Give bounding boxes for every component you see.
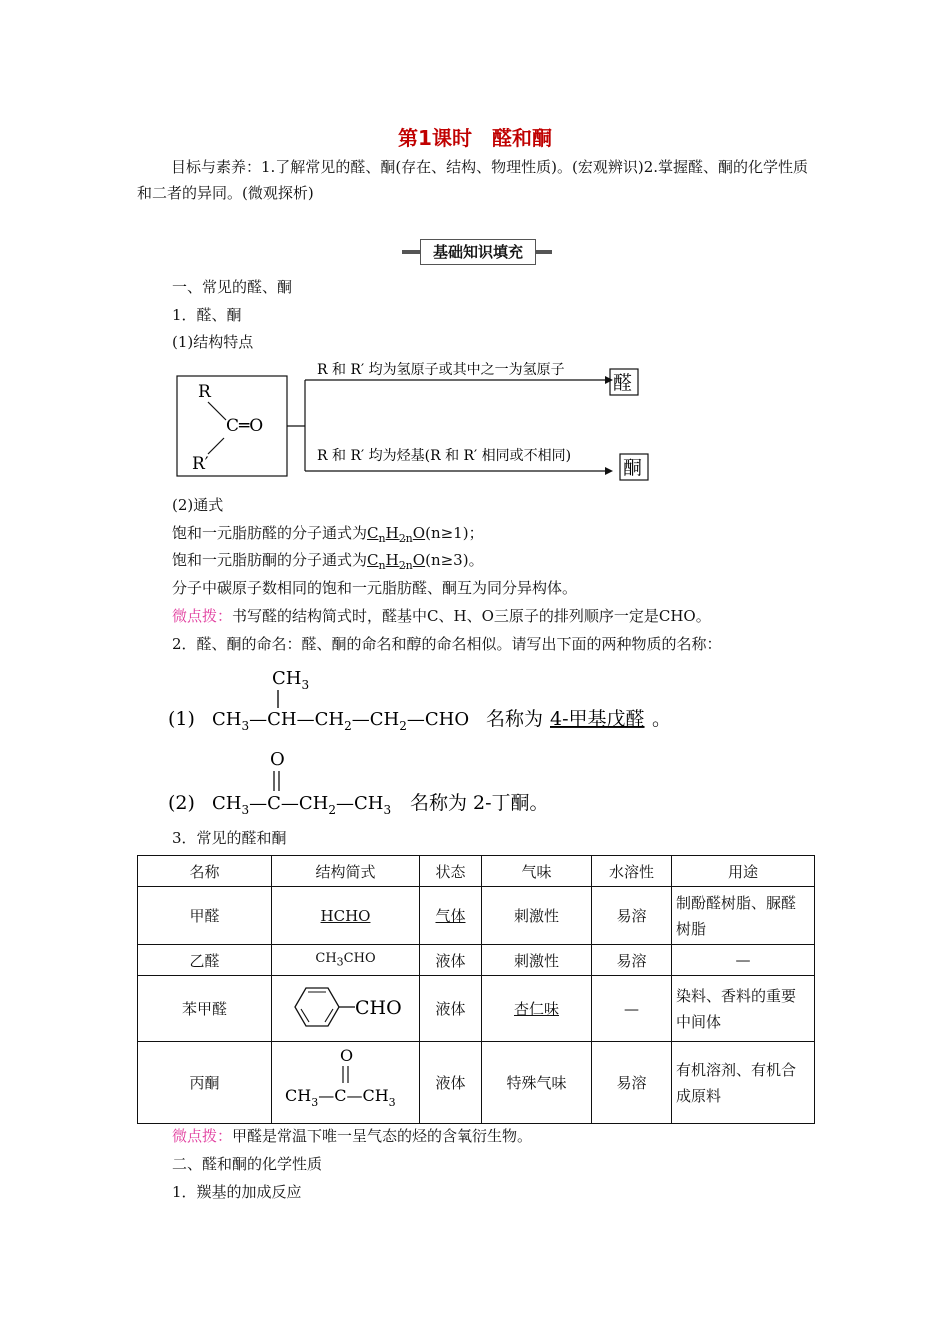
section-2-sub-1: 1．羰基的加成反应 xyxy=(172,1183,302,1201)
cell-name: 丙酮 xyxy=(138,1042,272,1124)
benzaldehyde-structure xyxy=(281,979,411,1035)
cell-formula: $CH_3CHO$ xyxy=(272,945,420,976)
structure-heading: (1)结构特点 xyxy=(172,333,254,351)
cell-solubility: 易溶 xyxy=(592,945,672,976)
formula-aldehyde-line: 饱和一元脂肪醛的分子通式为$C_nH_{2n}O(n\ge 1)$； xyxy=(172,524,484,545)
example-2-structure: $CH_3—C—CH_2—CH_3$ xyxy=(212,793,392,817)
branch-aldehyde-text: R 和 R′ 均为氢原子或其中之一为氢原子 xyxy=(317,362,565,378)
cell-use: 制酚醛树脂、脲醛树脂 xyxy=(672,887,815,945)
table-header: 名称 xyxy=(138,856,272,887)
svg-text:O: O xyxy=(339,1045,353,1065)
cell-use: 染料、香料的重要中间体 xyxy=(672,976,815,1042)
table-header: 结构简式 xyxy=(272,856,420,887)
cell-state: 液体 xyxy=(420,1042,482,1124)
page-title: 第1课时 醛和酮 xyxy=(398,126,552,150)
isomer-note: 分子中碳原子数相同的饱和一元脂肪醛、酮互为同分异构体。 xyxy=(172,579,578,597)
example-2-answer: 名称为 2-丁酮。 xyxy=(410,792,549,814)
branch-ketone-text: R 和 R′ 均为烃基(R 和 R′ 相同或不相同) xyxy=(317,448,572,464)
cell-smell: 杏仁味 xyxy=(482,976,592,1042)
cell-formula: HCHO xyxy=(272,887,420,945)
cho-group: CHO xyxy=(354,996,402,1019)
r-label: R xyxy=(198,382,211,402)
acetone-structure xyxy=(281,1045,411,1117)
svg-text:CH3—C—CH3: $CH_3—C—CH_3$ xyxy=(284,1085,396,1109)
example-1-answer: 4-甲基戊醛 xyxy=(550,708,645,730)
cell-solubility: — xyxy=(592,976,672,1042)
table-header-row xyxy=(138,856,815,887)
formula-aldehyde-answer: $C_nH_{2n}O$ xyxy=(367,524,426,545)
example-2-number: (2) xyxy=(168,792,195,814)
carbonyl-oxygen: O xyxy=(270,749,285,770)
cell-smell: 刺激性 xyxy=(482,887,592,945)
example-1-structure: $CH_3—CH—CH_2—CH_2—CHO$ xyxy=(212,709,470,733)
cell-name: 乙醛 xyxy=(138,945,272,976)
example-1-label: 名称为 xyxy=(486,708,544,730)
example-1-period: 。 xyxy=(652,708,672,730)
naming-example-1 xyxy=(160,660,680,738)
naming-heading: 2．醛、酮的命名：醛、酮的命名和醇的命名相似。请写出下面的两种物质的名称： xyxy=(172,635,722,653)
methyl-group: $CH_3$ xyxy=(272,668,310,692)
cell-formula xyxy=(272,1042,420,1124)
ketone-result: 酮 xyxy=(623,457,643,479)
tip-1: 微点拨：书写醛的结构简式时，醛基中C、H、O三原子的排列顺序一定是CHO。 xyxy=(172,607,711,625)
learning-goals: 目标与素养：1.了解常见的醛、酮(存在、结构、物理性质)。(宏观辨识)2.掌握醛、酮的化学性质和二者的异同。(微观探析) xyxy=(137,158,809,202)
table-header: 水溶性 xyxy=(592,856,672,887)
section-banner xyxy=(402,239,552,265)
subsection-1-heading: 1．醛、酮 xyxy=(172,306,242,324)
cell-name: 苯甲醛 xyxy=(138,976,272,1042)
formula-ketone-answer: $C_nH_{2n}O$ xyxy=(367,551,426,572)
naming-example-2 xyxy=(160,745,620,823)
cell-use: 有机溶剂、有机合成原料 xyxy=(672,1042,815,1124)
cell-state: 液体 xyxy=(420,945,482,976)
common-heading: 3．常见的醛和酮 xyxy=(172,829,287,847)
cell-solubility: 易溶 xyxy=(592,887,672,945)
tip-2-label: 微点拨： xyxy=(172,1127,233,1145)
example-1-number: (1) xyxy=(168,708,195,730)
section-1-heading: 一、常见的醛、酮 xyxy=(172,278,293,296)
cell-name: 甲醛 xyxy=(138,887,272,945)
cell-formula xyxy=(272,976,420,1042)
section-2-heading: 二、醛和酮的化学性质 xyxy=(172,1155,323,1173)
tip-2: 微点拨：甲醛是常温下唯一呈气态的烃的含氧衍生物。 xyxy=(172,1127,533,1145)
cell-smell: 特殊气味 xyxy=(482,1042,592,1124)
banner-label: 基础知识填充 xyxy=(420,239,536,265)
carbonyl-label: C═O xyxy=(226,416,264,436)
table-row xyxy=(138,887,815,945)
table-header: 用途 xyxy=(672,856,815,887)
cell-smell: 刺激性 xyxy=(482,945,592,976)
cell-state: 液体 xyxy=(420,976,482,1042)
tip-1-label: 微点拨： xyxy=(172,607,233,625)
structure-diagram xyxy=(170,356,670,486)
table-row xyxy=(138,976,815,1042)
cell-use: — xyxy=(672,945,815,976)
table-header: 状态 xyxy=(420,856,482,887)
cell-solubility: 易溶 xyxy=(592,1042,672,1124)
table-row xyxy=(138,1042,815,1124)
table-header: 气味 xyxy=(482,856,592,887)
table-row xyxy=(138,945,815,976)
rprime-label: R′ xyxy=(192,454,209,474)
formula-ketone-line: 饱和一元脂肪酮的分子通式为$C_nH_{2n}O(n\ge 3)$。 xyxy=(172,551,484,572)
cell-state: 气体 xyxy=(420,887,482,945)
formula-heading: (2)通式 xyxy=(172,496,224,514)
aldehyde-ketone-table xyxy=(137,855,815,1124)
aldehyde-result: 醛 xyxy=(613,372,633,394)
